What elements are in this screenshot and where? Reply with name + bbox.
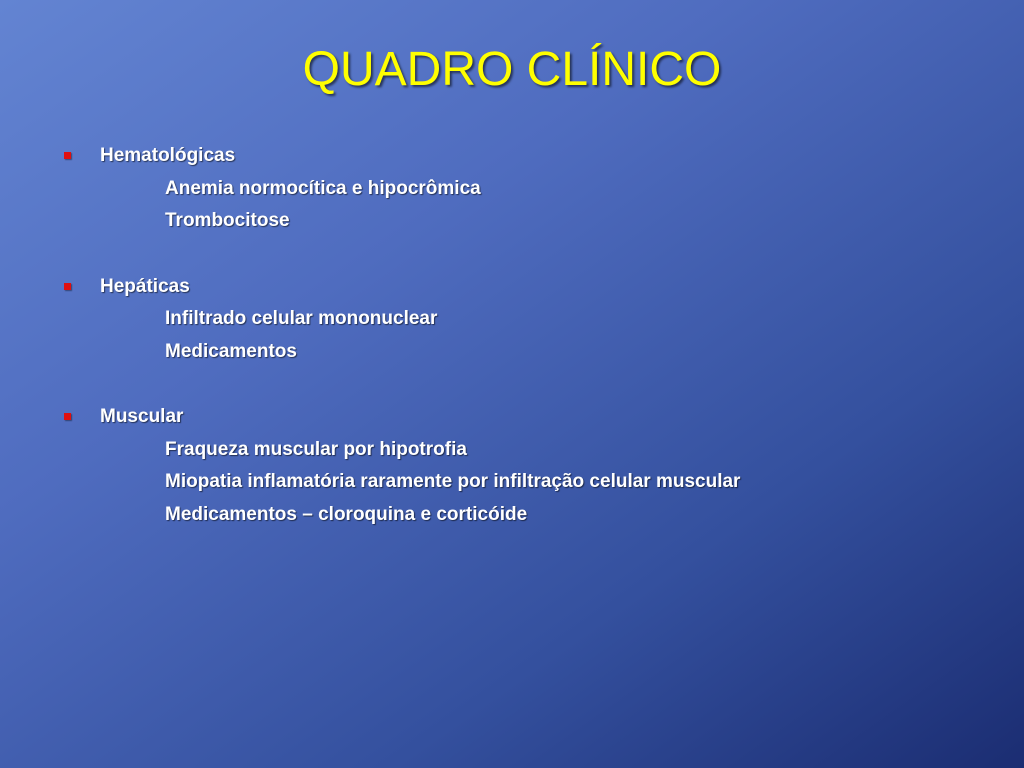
sub-item: Medicamentos: [165, 340, 297, 362]
sub-item: Fraqueza muscular por hipotrofia: [165, 438, 467, 460]
square-bullet-icon: [64, 283, 71, 290]
group-muscular: [60, 401, 1000, 531]
group-hepaticas: [60, 271, 1000, 369]
sub-item: Trombocitose: [165, 210, 290, 231]
slide-title: QUADRO CLÍNICO: [302, 43, 722, 96]
sub-item: Medicamentos – cloroquina e corticóide: [165, 503, 528, 525]
bullet-item: [60, 140, 1000, 173]
bullet-item: [60, 271, 1000, 304]
slide-content: [60, 140, 1000, 564]
sub-item: Infiltrado celular mononuclear: [165, 308, 438, 329]
square-bullet-icon: [64, 413, 71, 420]
group-heading: Muscular: [100, 406, 184, 427]
sub-item: Miopatia inflamatória raramente por infiltração celular muscular: [165, 471, 741, 492]
group-hematologicas: [60, 140, 1000, 238]
bullet-item: [60, 401, 1000, 434]
group-heading: Hepáticas: [100, 275, 190, 297]
square-bullet-icon: [64, 152, 71, 159]
group-heading: Hematológicas: [100, 145, 236, 166]
sub-item: Anemia normocítica e hipocrômica: [165, 177, 481, 199]
